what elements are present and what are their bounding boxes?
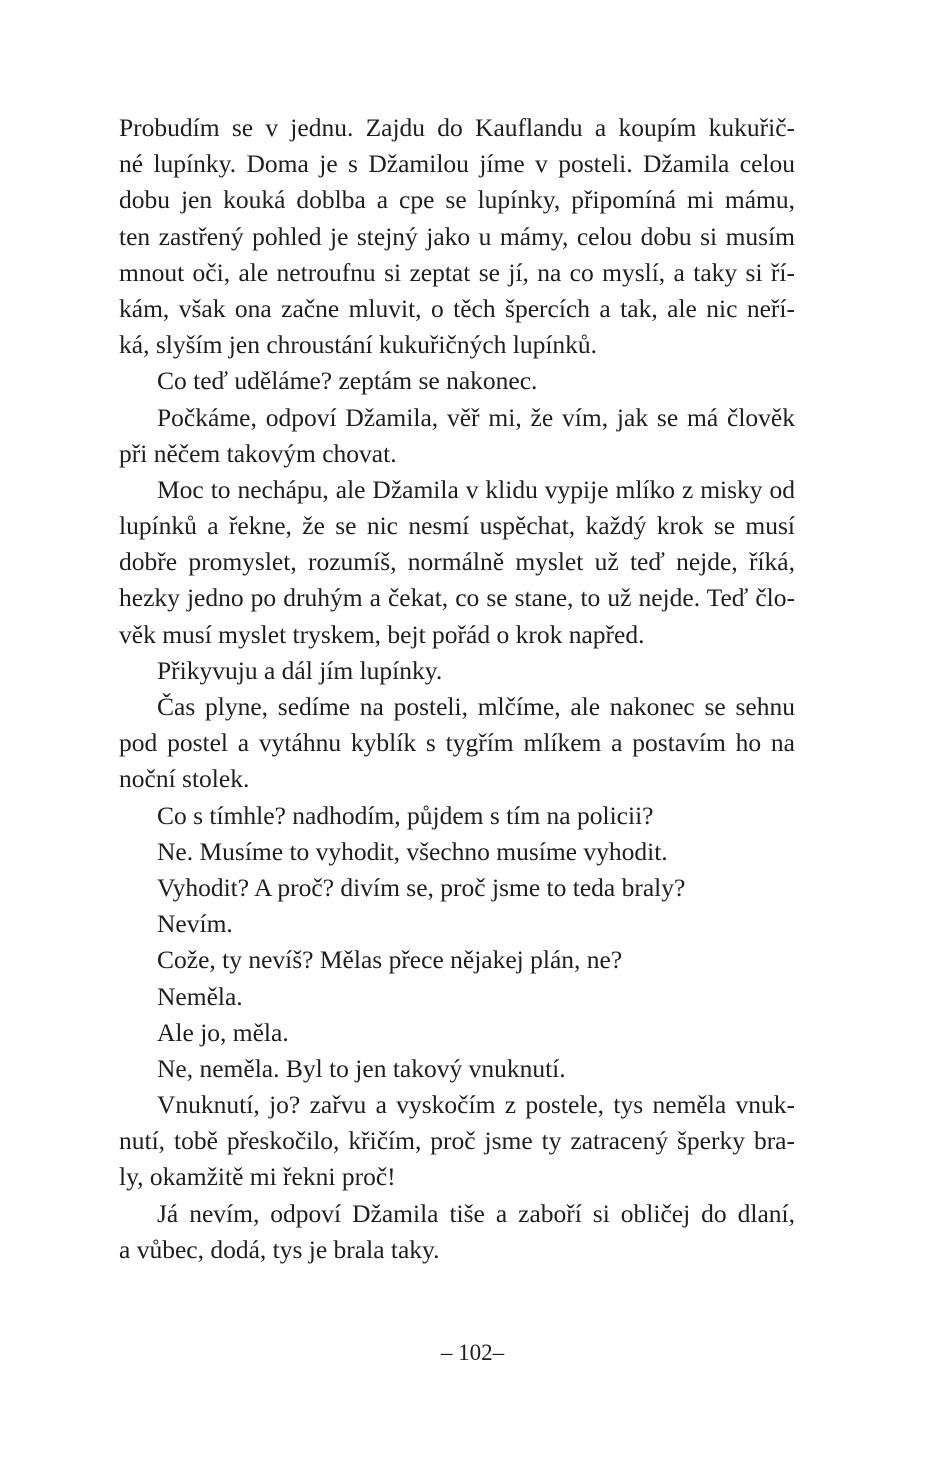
text-line: a vůbec, dodá, tys je brala taky. <box>119 1234 440 1264</box>
text-line: Moc to nechápu, ale Džamila v klidu vypije mlíko z misky od <box>157 474 795 504</box>
text-line: při něčem takovým chovat. <box>119 438 397 468</box>
text-line: věk musí myslet tryskem, bejt pořád o krok napřed. <box>119 619 645 649</box>
text-line: nutí, tobě přeskočilo, křičím, proč jsme ty zatracený šperky bra- <box>119 1126 795 1156</box>
text-line: Cože, ty nevíš? Mělas přece nějakej plán, ne? <box>157 945 623 975</box>
text-line: ly, okamžitě mi řekni proč! <box>119 1162 396 1192</box>
text-line: Ne. Musíme to vyhodit, všechno musíme vyhodit. <box>157 836 668 866</box>
text-line: Co s tímhle? nadhodím, půjdem s tím na policii? <box>157 800 654 830</box>
text-line: Přikyvuju a dál jím lupínky. <box>157 655 443 685</box>
text-line: dobu jen kouká doblba a cpe se lupínky, připomíná mi mámu, <box>119 185 795 215</box>
text-line: Ne, neměla. Byl to jen takový vnuknutí. <box>157 1053 566 1083</box>
text-line: pod postel a vytáhnu kyblík s tygřím mlíkem a postavím ho na <box>119 728 795 758</box>
text-line: ká, slyším jen chroustání kukuřičných lupínků. <box>119 330 598 360</box>
body-text <box>119 110 795 1268</box>
text-line: Já nevím, odpoví Džamila tiše a zaboří si obličej do dlaní, <box>157 1198 795 1228</box>
text-line: lupínků a řekne, že se nic nesmí uspěchat, každý krok se musí <box>119 511 795 541</box>
page-number: – 102– <box>440 1340 505 1365</box>
text-line: dobře promyslet, rozumíš, normálně myslet už teď nejde, říká, <box>119 547 795 577</box>
text-line: Vnuknutí, jo? zařvu a vyskočím z postele, tys neměla vnuk- <box>157 1090 795 1120</box>
text-line: Ale jo, měla. <box>157 1017 289 1047</box>
text-line: Probudím se v jednu. Zajdu do Kauflandu a koupím kukuřič- <box>119 113 795 142</box>
text-line: ten zastřený pohled je stejný jako u mámy, celou dobu si musím <box>119 221 795 251</box>
text-line: Neměla. <box>157 981 243 1011</box>
text-line: Co teď uděláme? zeptám se nakonec. <box>157 366 538 396</box>
text-line: mnout oči, ale netroufnu si zeptat se jí, na co myslí, a taky si ří- <box>119 257 795 287</box>
text-line: Vyhodit? A proč? divím se, proč jsme to teda braly? <box>157 872 686 902</box>
text-line: kám, však ona začne mluvit, o těch špercích a tak, ale nic neří- <box>119 293 795 323</box>
text-line: né lupínky. Doma je s Džamilou jíme v posteli. Džamila celou <box>119 149 795 179</box>
text-line: noční stolek. <box>119 764 250 794</box>
text-line: Počkáme, odpoví Džamila, věř mi, že vím, jak se má člověk <box>157 402 795 432</box>
text-line: Nevím. <box>157 909 233 939</box>
text-line: hezky jedno po druhým a čekat, co se stane, to už nejde. Teď člo- <box>119 583 795 613</box>
text-line: Čas plyne, sedíme na posteli, mlčíme, ale nakonec se sehnu <box>157 692 795 721</box>
